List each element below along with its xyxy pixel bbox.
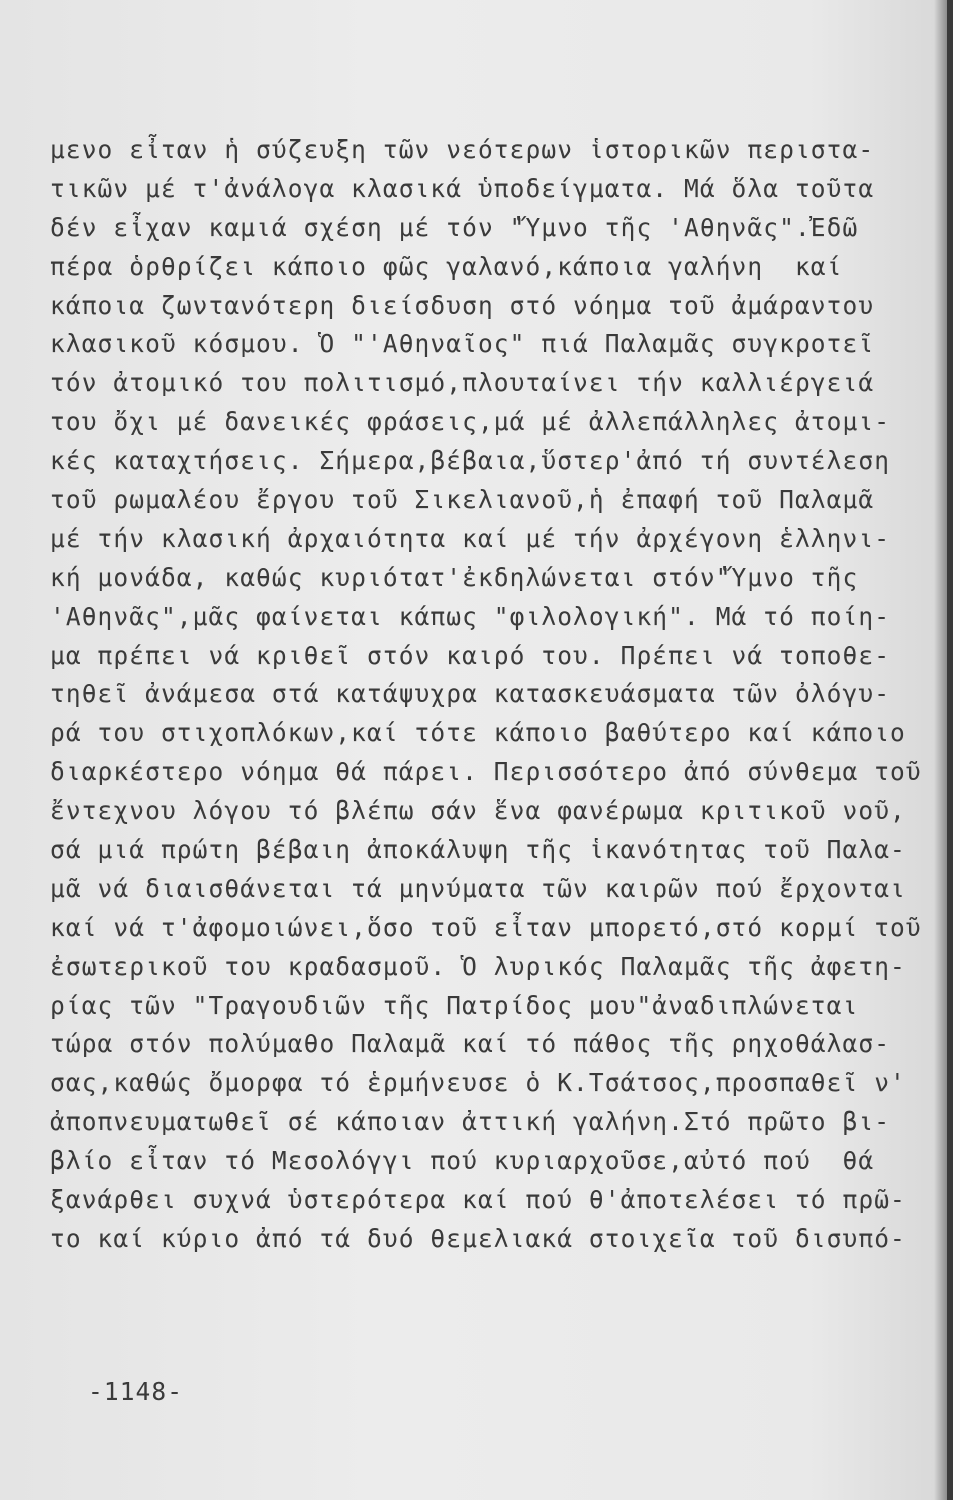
text-line: ρίας τῶν "Τραγουδιῶν τῆς Πατρίδος μου"ἀναδιπλώνεται <box>50 990 859 1020</box>
text-line: μέ τήν κλασική ἀρχαιότητα καί μέ τήν ἀρχέγονη ἑλληνι- <box>50 523 891 553</box>
text-line: ἔντεχνου λόγου τό βλέπω σάν ἕνα φανέρωμα κριτικοῦ νοῦ, <box>50 796 906 826</box>
text-line: κάποια ζωντανότερη διείσδυση στό νόημα τοῦ ἀμάραντου <box>50 290 875 320</box>
page-number: -1148- <box>88 1377 184 1406</box>
text-line: μα πρέπει νά κριθεῖ στόν καιρό του. Πρέπει νά τοποθε- <box>50 640 891 670</box>
text-line: το καί κύριο ἀπό τά δυό θεμελιακά στοιχεῖα τοῦ δισυπό- <box>50 1223 906 1253</box>
body-text <box>50 131 950 1259</box>
text-line: σά μιά πρώτη βέβαιη ἀποκάλυψη τῆς ἱκανότητας τοῦ Παλα- <box>50 835 906 865</box>
text-line: τόν ἀτομικό του πολιτισμό,πλουταίνει τήν καλλιέργειά <box>50 368 875 398</box>
text-line: ξανάρθει συχνά ὑστερότερα καί πού θ'ἀποτελέσει τό πρῶ- <box>50 1185 906 1215</box>
text-line: ἐσωτερικοῦ του κραδασμοῦ. Ὁ λυρικός Παλαμᾶς τῆς ἀφετη- <box>50 951 906 981</box>
text-line: τικῶν μέ τ'ἀνάλογα κλασικά ὑποδείγματα. Μά ὅλα τοῦτα <box>50 173 875 203</box>
text-line: βλίο εἶταν τό Μεσολόγγι πού κυριαρχοῦσε,αὐτό πού θά <box>50 1146 875 1176</box>
text-line: τώρα στόν πολύμαθο Παλαμᾶ καί τό πάθος τῆς ρηχοθάλασ- <box>50 1029 891 1059</box>
text-line: τοῦ ρωμαλέου ἔργου τοῦ Σικελιανοῦ,ἡ ἐπαφή τοῦ Παλαμᾶ <box>50 485 875 515</box>
text-line: καί νά τ'ἀφομοιώνει,ὅσο τοῦ εἶταν μπορετό,στό κορμί τοῦ <box>50 912 922 942</box>
text-line: διαρκέστερο νόημα θά πάρει. Περισσότερο ἀπό σύνθεμα τοῦ <box>50 757 922 787</box>
text-line: τηθεῖ ἀνάμεσα στά κατάψυχρα κατασκευάσματα τῶν ὀλόγυ- <box>50 679 891 709</box>
text-line: πέρα ὁρθρίζει κάποιο φῶς γαλανό,κάποια γαλήνη καί <box>50 251 843 281</box>
page-edge-shadow <box>947 0 953 1500</box>
text-line: ρά του στιχοπλόκων,καί τότε κάποιο βαθύτερο καί κάποιο <box>50 718 906 748</box>
text-line: σας,καθώς ὄμορφα τό ἑρμήνευσε ὁ Κ.Τσάτσος,προσπαθεῖ ν' <box>50 1068 906 1098</box>
text-line: 'Αθηνᾶς",μᾶς φαίνεται κάπως "φιλολογική". Μά τό ποίη- <box>50 601 891 631</box>
text-line: μᾶ νά διαισθάνεται τά μηνύματα τῶν καιρῶν πού ἔρχονται <box>50 873 906 903</box>
text-line: του ὄχι μέ δανεικές φράσεις,μά μέ ἀλλεπάλληλες ἀτομι- <box>50 407 891 437</box>
text-line: κλασικοῦ κόσμου. Ὁ "'Αθηναῖος" πιά Παλαμᾶς συγκροτεῖ <box>50 329 875 359</box>
text-line: μενο εἶταν ἡ σύζευξη τῶν νεότερων ἱστορικῶν περιστα- <box>50 135 875 164</box>
text-line: δέν εἶχαν καμιά σχέση μέ τόν "Ὕμνο τῆς 'Αθηνᾶς".Ἐδῶ <box>50 212 859 242</box>
text-line: ἀποπνευματωθεῖ σέ κάποιαν ἀττική γαλήνη.Στό πρῶτο βι- <box>50 1107 891 1137</box>
text-line: κή μονάδα, καθώς κυριότατ'ἐκδηλώνεται στόν"Ὕμνο τῆς <box>50 562 859 592</box>
text-line: κές καταχτήσεις. Σήμερα,βέβαια,ὕστερ'ἀπό τή συντέλεση <box>50 446 891 476</box>
